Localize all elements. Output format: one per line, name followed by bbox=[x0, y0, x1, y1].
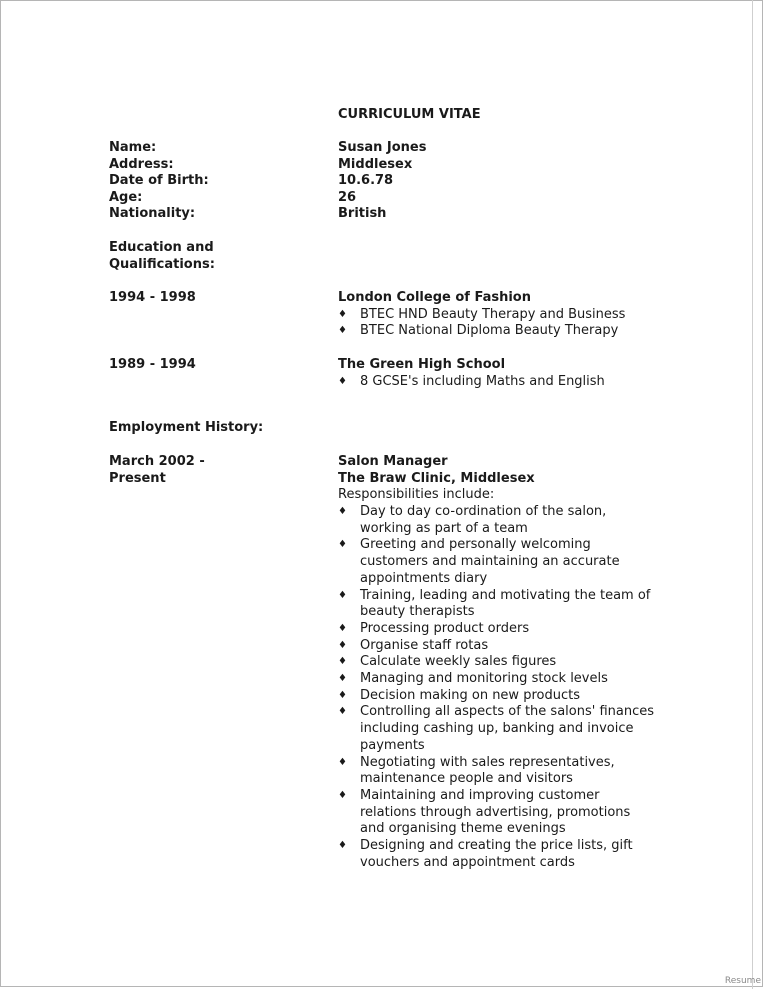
responsibility-item bbox=[338, 588, 654, 621]
education-heading-line1: Education and bbox=[109, 240, 214, 255]
address-value: Middlesex bbox=[338, 156, 413, 172]
responsibility-line: working as part of a team bbox=[360, 520, 528, 536]
age-label: Age: bbox=[109, 189, 143, 205]
responsibility-line: Negotiating with sales representatives, bbox=[360, 754, 615, 770]
responsibility-line: relations through advertising, promotions bbox=[360, 804, 631, 820]
responsibility-item bbox=[338, 638, 654, 655]
education-heading-line2: Qualifications: bbox=[109, 256, 215, 272]
education-items-list bbox=[338, 374, 605, 391]
diamond-bullet-icon: ♦ bbox=[338, 689, 347, 701]
diamond-bullet-icon: ♦ bbox=[338, 325, 347, 337]
education-institution: London College of Fashion bbox=[338, 290, 531, 305]
dob-value: 10.6.78 bbox=[338, 173, 394, 189]
responsibility-item bbox=[338, 788, 654, 838]
diamond-bullet-icon: ♦ bbox=[338, 639, 347, 651]
education-institution: The Green High School bbox=[338, 357, 506, 372]
responsibility-line: Training, leading and motivating the team of bbox=[360, 587, 651, 603]
diamond-bullet-icon: ♦ bbox=[338, 840, 347, 852]
responsibility-line: maintenance people and visitors bbox=[360, 771, 573, 787]
name-label: Name: bbox=[109, 140, 157, 155]
address-label: Address: bbox=[109, 156, 174, 172]
responsibility-line: Greeting and personally welcoming bbox=[360, 537, 591, 553]
responsibilities-list bbox=[338, 504, 654, 871]
list-item: ♦ BTEC HND Beauty Therapy and Business bbox=[338, 306, 626, 322]
nationality-value: British bbox=[338, 206, 387, 222]
responsibility-item bbox=[338, 688, 654, 705]
responsibility-item bbox=[338, 838, 654, 871]
responsibilities-intro: Responsibilities include: bbox=[338, 487, 495, 503]
diamond-bullet-icon: ♦ bbox=[338, 706, 347, 718]
diamond-bullet-icon: ♦ bbox=[338, 589, 347, 601]
diamond-bullet-icon: ♦ bbox=[338, 656, 347, 668]
responsibility-line: including cashing up, banking and invoice bbox=[360, 721, 634, 737]
responsibility-line: Organise staff rotas bbox=[360, 637, 489, 653]
responsibility-line: Calculate weekly sales figures bbox=[360, 654, 557, 670]
responsibility-item bbox=[338, 671, 654, 688]
diamond-bullet-icon: ♦ bbox=[338, 375, 347, 387]
employer-name: The Braw Clinic, Middlesex bbox=[338, 470, 535, 486]
name-value: Susan Jones bbox=[338, 140, 427, 155]
diamond-bullet-icon: ♦ bbox=[338, 789, 347, 801]
employment-period-line2: Present bbox=[109, 470, 166, 486]
responsibility-line: customers and maintaining an accurate bbox=[360, 554, 620, 570]
responsibility-line: Controlling all aspects of the salons' finances bbox=[360, 704, 655, 720]
employment-heading: Employment History: bbox=[109, 420, 264, 435]
education-period: 1989 - 1994 bbox=[109, 357, 196, 372]
list-item: ♦ BTEC National Diploma Beauty Therapy bbox=[338, 323, 619, 339]
age-value: 26 bbox=[338, 189, 357, 205]
responsibility-item bbox=[338, 504, 654, 537]
responsibility-item bbox=[338, 621, 654, 638]
diamond-bullet-icon: ♦ bbox=[338, 756, 347, 768]
right-edge-rule bbox=[752, 0, 753, 989]
diamond-bullet-icon: ♦ bbox=[338, 308, 347, 320]
employment-period-line1: March 2002 - bbox=[109, 454, 205, 469]
list-item: ♦ 8 GCSE's including Maths and English bbox=[338, 373, 605, 389]
responsibility-line: Maintaining and improving customer bbox=[360, 787, 600, 803]
responsibility-line: Day to day co-ordination of the salon, bbox=[360, 504, 607, 519]
responsibility-line: Processing product orders bbox=[360, 620, 530, 636]
responsibility-line: Managing and monitoring stock levels bbox=[360, 671, 608, 687]
responsibility-item bbox=[338, 755, 654, 788]
education-period: 1994 - 1998 bbox=[109, 290, 196, 305]
responsibility-line: and organising theme evenings bbox=[360, 821, 566, 837]
responsibility-line: vouchers and appointment cards bbox=[360, 854, 575, 870]
responsibility-item bbox=[338, 654, 654, 671]
diamond-bullet-icon: ♦ bbox=[338, 506, 347, 517]
diamond-bullet-icon: ♦ bbox=[338, 673, 347, 685]
dob-label: Date of Birth: bbox=[109, 173, 209, 189]
responsibility-line: payments bbox=[360, 737, 425, 753]
responsibility-line: beauty therapists bbox=[360, 604, 475, 620]
responsibility-item bbox=[338, 704, 654, 754]
responsibility-item bbox=[338, 537, 654, 587]
education-items-list bbox=[338, 307, 625, 340]
responsibility-line: appointments diary bbox=[360, 570, 488, 586]
document-title: CURRICULUM VITAE bbox=[338, 107, 481, 122]
diamond-bullet-icon: ♦ bbox=[338, 622, 347, 634]
resume-watermark: Resume bbox=[724, 976, 761, 986]
responsibility-line: Designing and creating the price lists, gift bbox=[360, 838, 633, 854]
responsibility-line: Decision making on new products bbox=[360, 687, 580, 703]
nationality-label: Nationality: bbox=[109, 206, 196, 222]
job-title: Salon Manager bbox=[338, 454, 448, 469]
diamond-bullet-icon: ♦ bbox=[338, 539, 347, 551]
